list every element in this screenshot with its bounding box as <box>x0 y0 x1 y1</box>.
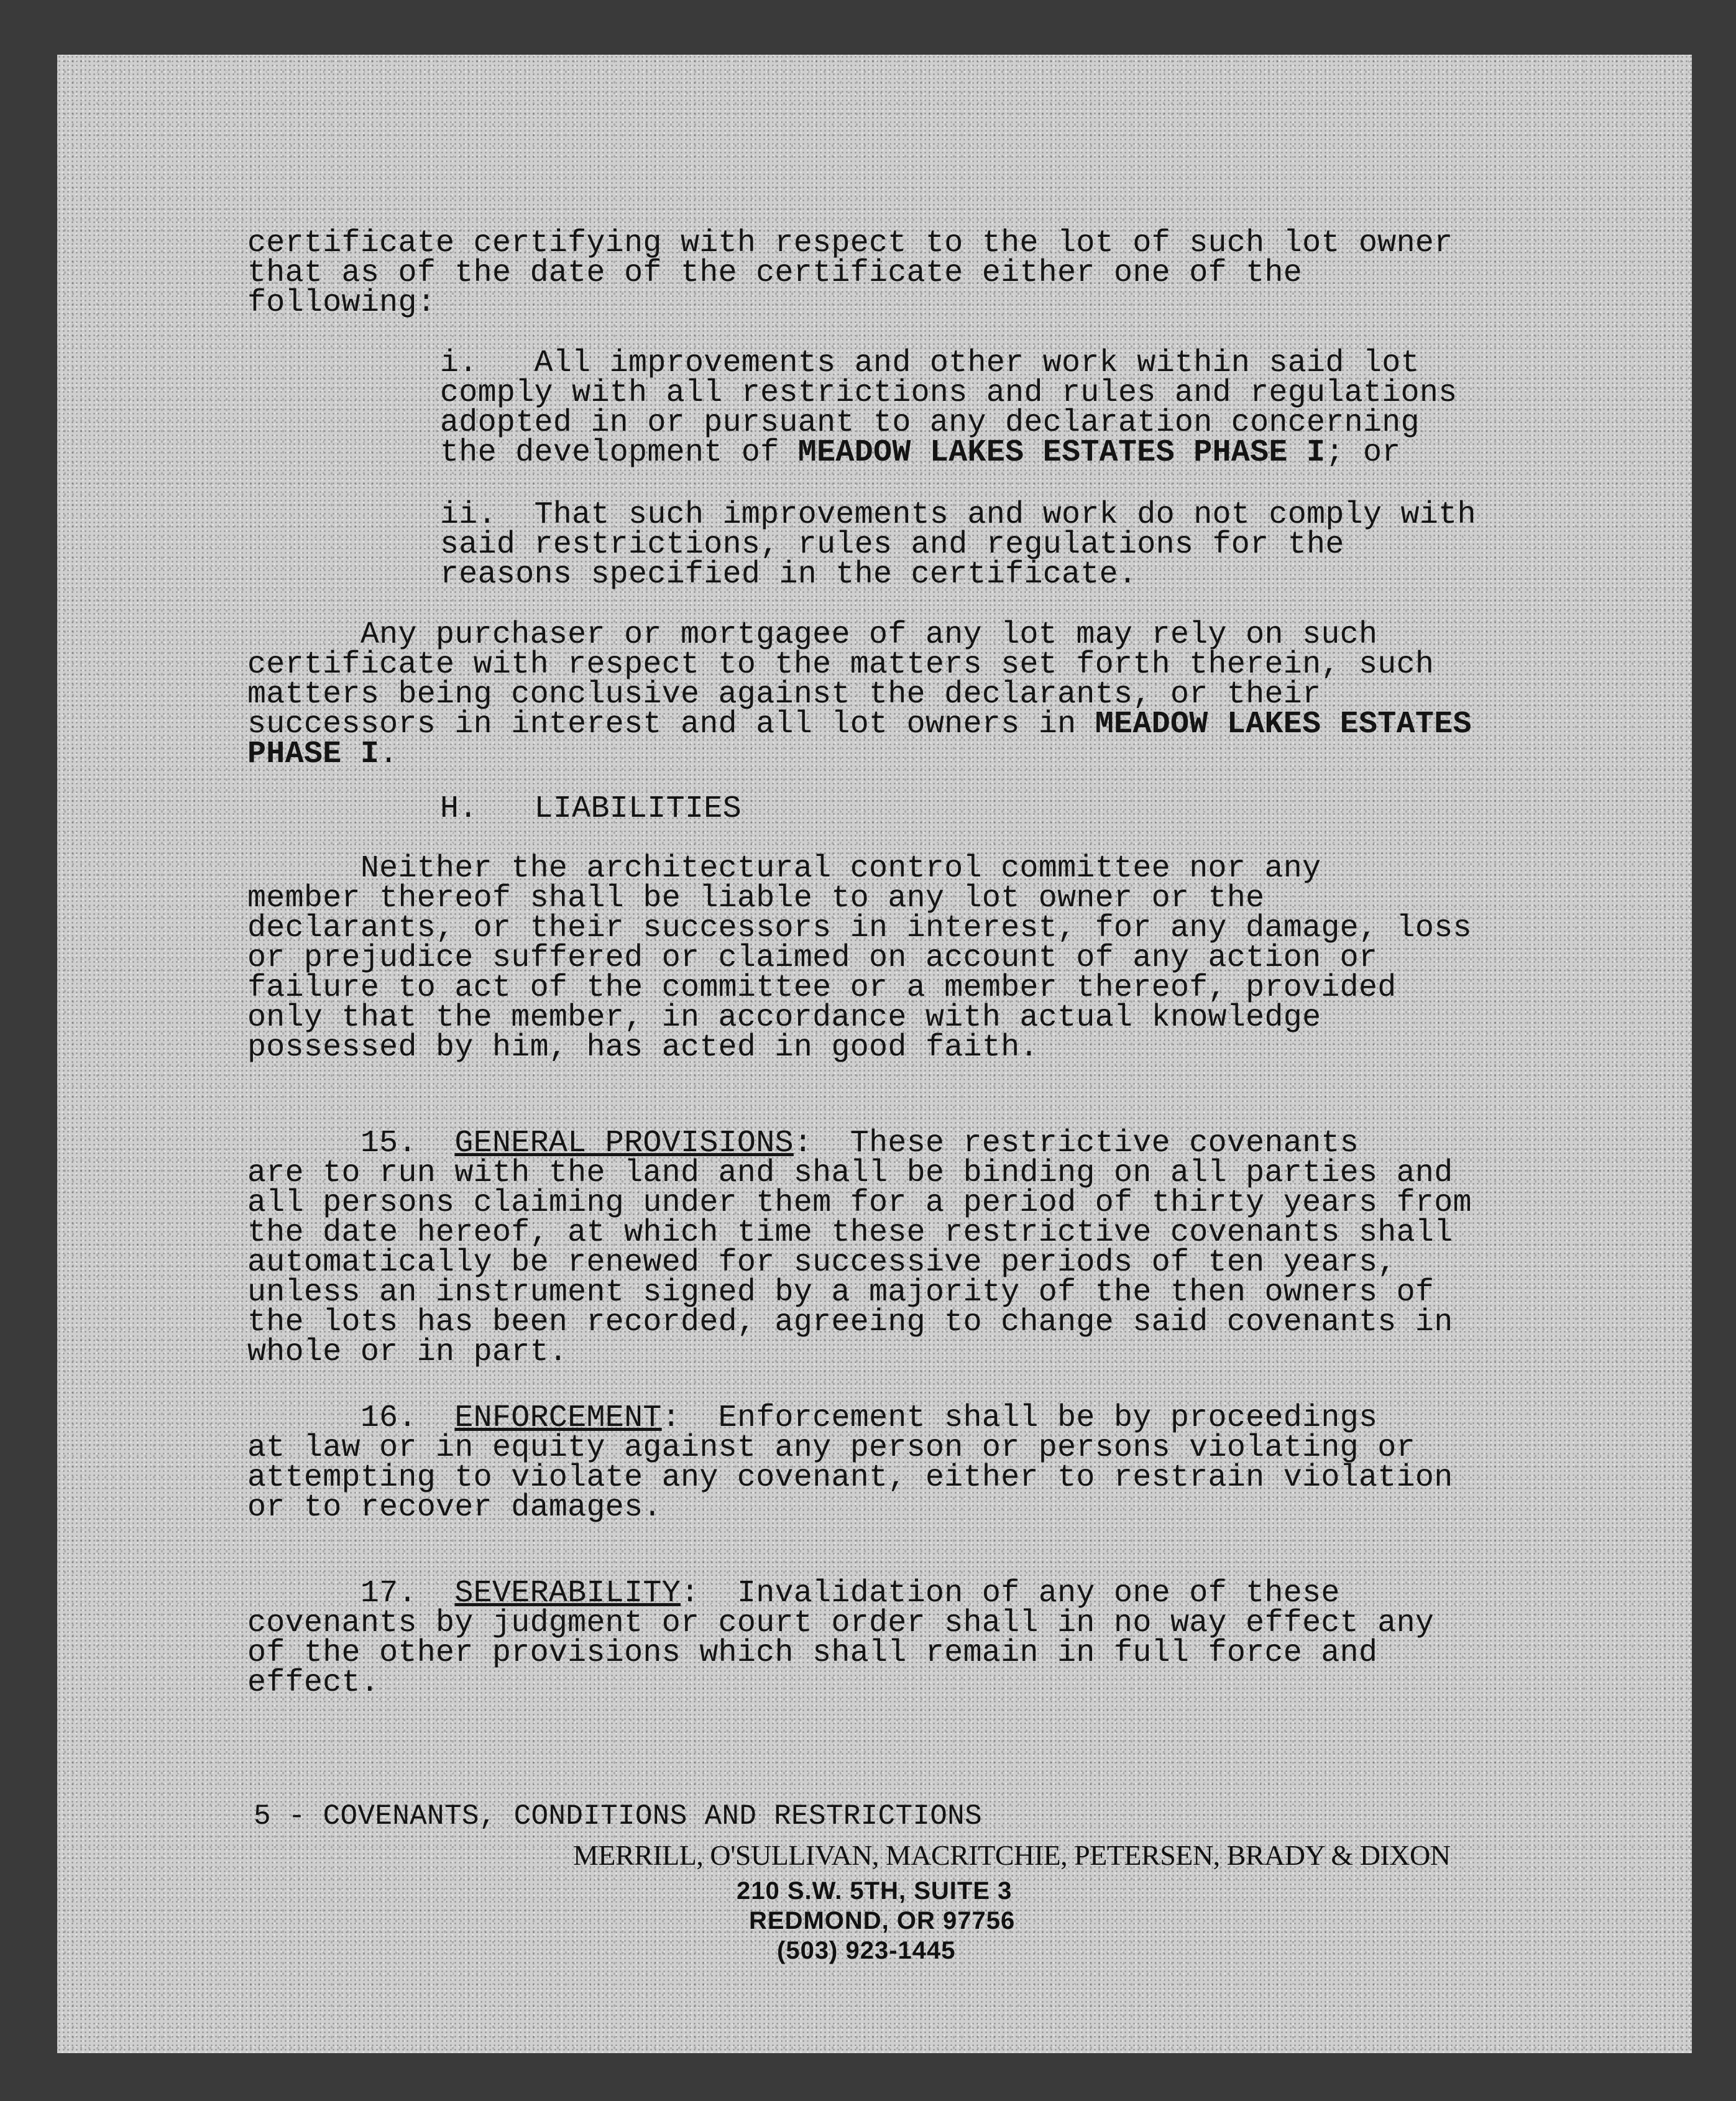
firm-phone: (503) 923-1445 <box>777 1937 956 1964</box>
section-17-paragraph <box>247 1576 1435 1701</box>
section-15-line: whole or in part. <box>247 1335 568 1370</box>
law-firm-name: MERRILL, O'SULLIVAN, MACRITCHIE, PETERSEN, BRADY & DIXON <box>573 1839 1451 1871</box>
item-i-paragraph <box>440 346 1458 471</box>
reliance-line: certificate with respect to the matters set forth therein, such <box>247 647 1435 683</box>
section-15-line: the lots has been recorded, agreeing to change said covenants in <box>247 1305 1453 1340</box>
intro-paragraph <box>247 226 1453 321</box>
section-h-line: or prejudice suffered or claimed on account of any action or <box>247 940 1378 976</box>
reliance-line: PHASE I. <box>247 737 398 772</box>
section-h-line: member thereof shall be liable to any lot owner or the <box>247 881 1265 916</box>
reliance-line: matters being conclusive against the declarants, or their <box>247 677 1321 712</box>
reliance-line: Any purchaser or mortgagee of any lot may rely on such <box>247 617 1378 653</box>
section-h-paragraph <box>247 851 1472 1065</box>
section-17-line: of the other provisions which shall remain in full force and <box>247 1635 1378 1671</box>
section-h-heading: H. LIABILITIES <box>440 791 742 827</box>
section-15-line: all persons claiming under them for a period of thirty years from <box>247 1185 1472 1221</box>
item-i-line: adopted in or pursuant to any declaration concerning <box>440 405 1420 441</box>
firm-address-line2: REDMOND, OR 97756 <box>749 1907 1016 1934</box>
section-16-title: ENFORCEMENT <box>454 1400 662 1436</box>
project-name: MEADOW LAKES ESTATES <box>1095 707 1472 742</box>
section-16-line: attempting to violate any covenant, either to restrain violation <box>247 1460 1453 1496</box>
item-i-line: comply with all restrictions and rules and regulations <box>440 375 1458 411</box>
reliance-paragraph <box>247 617 1472 772</box>
section-15-line: unless an instrument signed by a majority of the then owners of <box>247 1275 1435 1310</box>
item-ii-line: ii. That such improvements and work do not comply with <box>440 497 1476 533</box>
section-15-line: are to run with the land and shall be binding on all parties and <box>247 1156 1453 1191</box>
project-name: MEADOW LAKES ESTATES PHASE I <box>797 435 1326 471</box>
item-ii-line: said restrictions, rules and regulations for the <box>440 527 1344 563</box>
section-15-title: GENERAL PROVISIONS <box>454 1126 794 1161</box>
section-15-line: automatically be renewed for successive periods of ten years, <box>247 1245 1397 1280</box>
section-h-line: failure to act of the committee or a member thereof, provided <box>247 970 1397 1006</box>
section-17-first-line: 17. SEVERABILITY: Invalidation of any one of these <box>247 1576 1340 1611</box>
section-15-line: the date hereof, at which time these restrictive covenants shall <box>247 1215 1453 1251</box>
item-ii-line: reasons specified in the certificate. <box>440 557 1137 592</box>
project-name: PHASE I <box>247 737 380 772</box>
section-h-line: only that the member, in accordance with actual knowledge <box>247 1000 1321 1036</box>
item-i-line: i. All improvements and other work within said lot <box>440 346 1420 381</box>
firm-address-line1: 210 S.W. 5TH, SUITE 3 <box>737 1877 1013 1905</box>
document-page <box>57 55 1692 2053</box>
section-15-first-line: 15. GENERAL PROVISIONS: These restrictive covenants <box>247 1126 1359 1161</box>
section-17-line: covenants by judgment or court order shall in no way effect any <box>247 1606 1435 1641</box>
item-ii-paragraph <box>440 497 1476 592</box>
section-17-title: SEVERABILITY <box>454 1576 681 1611</box>
section-16-line: at law or in equity against any person or persons violating or <box>247 1430 1415 1466</box>
intro-line: that as of the date of the certificate either one of the <box>247 255 1303 291</box>
intro-line: certificate certifying with respect to the lot of such lot owner <box>247 226 1453 261</box>
section-15-paragraph <box>247 1126 1472 1370</box>
intro-line: following: <box>247 285 436 321</box>
section-17-line: effect. <box>247 1665 380 1701</box>
reliance-line: successors in interest and all lot owners in MEADOW LAKES ESTATES <box>247 707 1472 742</box>
section-16-line: or to recover damages. <box>247 1490 662 1525</box>
footer-page-title: 5 - COVENANTS, CONDITIONS AND RESTRICTIONS <box>254 1800 982 1832</box>
section-16-first-line: 16. ENFORCEMENT: Enforcement shall be by proceedings <box>247 1400 1378 1436</box>
section-16-paragraph <box>247 1400 1453 1525</box>
section-h-line: declarants, or their successors in interest, for any damage, loss <box>247 911 1472 946</box>
section-h-line: Neither the architectural control committee nor any <box>247 851 1321 886</box>
item-i-line-last: the development of MEADOW LAKES ESTATES PHASE I; or <box>440 435 1401 471</box>
section-h-line: possessed by him, has acted in good faith. <box>247 1030 1039 1065</box>
